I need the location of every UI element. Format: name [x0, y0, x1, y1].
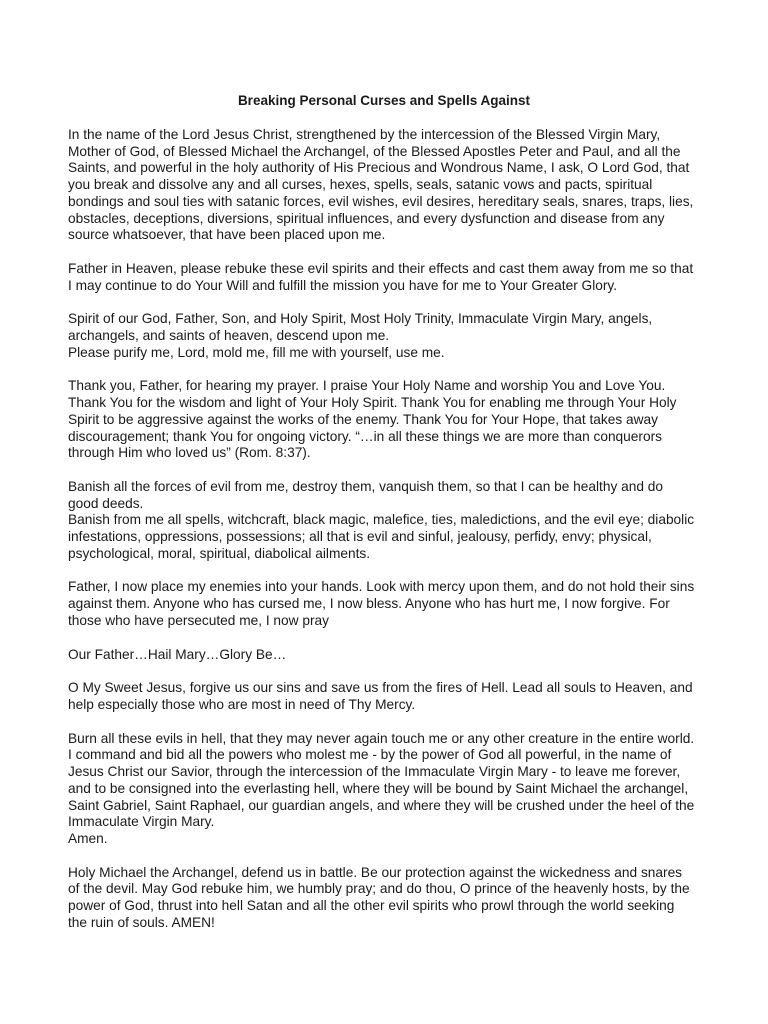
paragraph	[68, 378, 708, 462]
paragraph-line: source whatsoever, that have been placed upon me.	[68, 227, 386, 243]
paragraph-line: bondings and soul ties with satanic forces, evil wishes, evil desires, hereditary seals, snares, traps, lies,	[68, 193, 694, 209]
paragraph-line: help especially those who are most in need of Thy Mercy.	[68, 696, 416, 712]
document-title: Breaking Personal Curses and Spells Against	[237, 93, 531, 108]
paragraph-line: Saints, and powerful in the holy authority of His Precious and Wondrous Name, I ask, O Lord God, that	[68, 160, 690, 176]
document-body	[68, 127, 708, 948]
paragraph-line: power of God, thrust into hell Satan and all the other evil spirits who prowl through the world seeking	[68, 898, 675, 914]
paragraph-line: Spirit of our God, Father, Son, and Holy Spirit, Most Holy Trinity, Immaculate Virgin Mary, angels,	[68, 311, 653, 327]
paragraph-line: Banish all the forces of evil from me, destroy them, vanquish them, so that I can be healthy and do	[68, 478, 663, 494]
paragraph-line: Our Father…Hail Mary…Glory Be…	[68, 646, 287, 662]
paragraph-line: I may continue to do Your Will and fulfill the mission you have for me to Your Greater Glory.	[68, 277, 618, 293]
paragraph-line: Please purify me, Lord, mold me, fill me with yourself, use me.	[68, 344, 445, 360]
paragraph	[68, 579, 708, 629]
paragraph	[68, 261, 708, 294]
paragraph-line: obstacles, deceptions, diversions, spiritual influences, and every dysfunction and disease from any	[68, 210, 665, 226]
paragraph-line: Holy Michael the Archangel, defend us in battle. Be our protection against the wickedness and snares	[68, 864, 683, 880]
paragraph-line: Jesus Christ our Savior, through the intercession of the Immaculate Virgin Mary - to leave me forever,	[68, 764, 681, 780]
paragraph-line: O My Sweet Jesus, forgive us our sins and save us from the fires of Hell. Lead all souls to Heaven, and	[68, 680, 693, 696]
paragraph-line: infestations, oppressions, possessions; all that is evil and sinful, jealousy, perfidy, envy; physical,	[68, 529, 652, 545]
paragraph-line: Immaculate Virgin Mary.	[68, 814, 215, 830]
paragraph-line: Thank you, Father, for hearing my prayer. I praise Your Holy Name and worship You and Love You.	[68, 378, 666, 394]
paragraph-line: you break and dissolve any and all curses, hexes, spells, seals, satanic vows and pacts, spiritual	[68, 177, 653, 193]
paragraph-line: I command and bid all the powers who molest me - by the power of God all powerful, in the name of	[68, 747, 672, 763]
paragraph	[68, 311, 708, 361]
paragraph-line: those who have persecuted me, I now pray	[68, 612, 329, 628]
paragraph	[68, 865, 708, 932]
paragraph	[68, 731, 708, 848]
paragraph-line: through Him who loved us” (Rom. 8:37).	[68, 445, 311, 461]
paragraph-line: discouragement; thank You for ongoing victory. “…in all these things we are more than conquerors	[68, 428, 662, 444]
paragraph-line: archangels, and saints of heaven, descend upon me.	[68, 328, 390, 344]
paragraph-line: Father, I now place my enemies into your hands. Look with mercy upon them, and do not hold their sins	[68, 579, 695, 595]
paragraph-line: In the name of the Lord Jesus Christ, strengthened by the intercession of the Blessed Virgin Mary,	[68, 127, 661, 142]
paragraph	[68, 647, 708, 664]
paragraph-line: against them. Anyone who has cursed me, I now bless. Anyone who has hurt me, I now forgive. For	[68, 596, 670, 612]
paragraph-line: psychological, moral, spiritual, diabolical ailments.	[68, 545, 371, 561]
paragraph-line: of the devil. May God rebuke him, we humbly pray; and do thou, O prince of the heavenly hosts, by the	[68, 881, 690, 897]
paragraph-line: and to be consigned into the everlasting hell, where they will be bound by Saint Michael the archangel,	[68, 780, 689, 796]
paragraph-line: good deeds.	[68, 495, 144, 511]
paragraph-line: Father in Heaven, please rebuke these evil spirits and their effects and cast them away from me so that	[68, 260, 694, 276]
paragraph-line: Amen.	[68, 830, 108, 846]
paragraph-line: Banish from me all spells, witchcraft, black magic, malefice, ties, maledictions, and the evil eye; diabolic	[68, 512, 695, 528]
paragraph-line: Thank You for the wisdom and light of Your Holy Spirit. Thank You for enabling me through Your Holy	[68, 395, 677, 411]
paragraph-line: the ruin of souls. AMEN!	[68, 914, 215, 930]
paragraph	[68, 127, 708, 244]
paragraph	[68, 680, 708, 713]
paragraph-line: Mother of God, of Blessed Michael the Archangel, of the Blessed Apostles Peter and Paul, and all the	[68, 143, 681, 159]
paragraph-line: Burn all these evils in hell, that they may never again touch me or any other creature in the entire world.	[68, 730, 695, 746]
paragraph	[68, 479, 708, 563]
paragraph-line: Spirit to be aggressive against the works of the enemy. Thank You for Your Hope, that takes away	[68, 411, 658, 427]
paragraph-line: Saint Gabriel, Saint Raphael, our guardian angels, and where they will be crushed under the heel of the	[68, 797, 695, 813]
